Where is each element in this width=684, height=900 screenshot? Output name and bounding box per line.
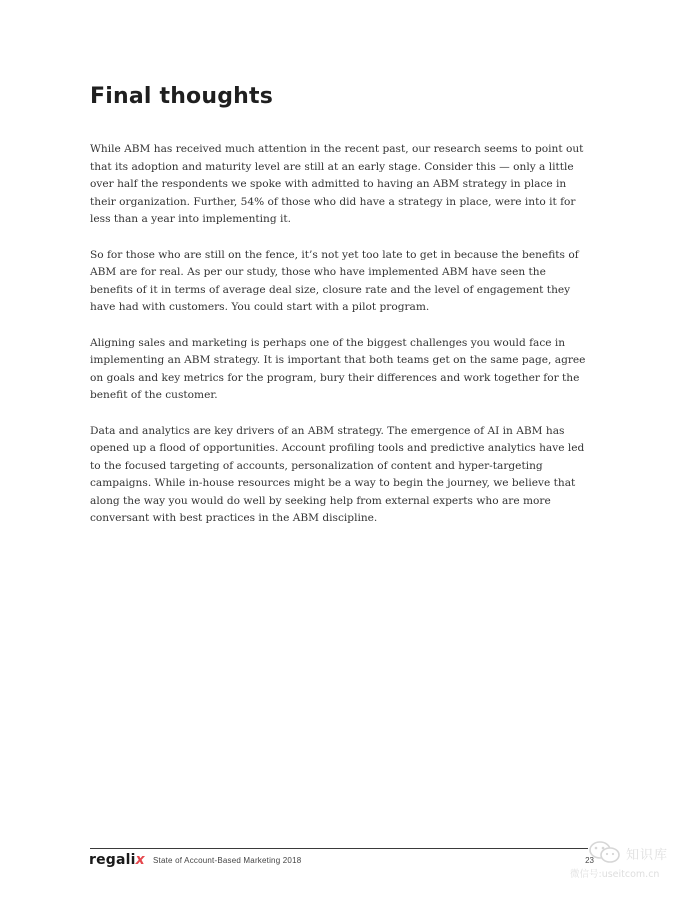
paragraph-2: So for those who are still on the fence, it’s not yet too late to get in because the benefits of ABM are for real. As per our study, those who have implemented ABM have seen the benefits of it in terms of average deal size, closure rate and the level of engagement they have had with customers. You could start with a pilot program. <box>90 248 579 314</box>
watermark-title: 知识库 <box>626 848 669 863</box>
paragraph-1: While ABM has received much attention in the recent past, our research seems to point out that its adoption and maturity level are still at an early stage. Consider this — only a little over half the respondents we spoke with admitted to having an ABM strategy in place in their organization. Further, 54% of those who did have a strategy in place, were into it for less than a year into implementing it. <box>90 143 584 226</box>
page-number: 23 <box>585 856 594 865</box>
paragraph-3: Aligning sales and marketing is perhaps one of the biggest challenges you would face in implementing an ABM strategy. It is important that both teams get on the same page, agree on goals and key metrics for the program, bury their differences and work together for the benefit of the customer. <box>90 336 586 402</box>
logo-text: regali <box>89 852 136 868</box>
page-title: Final thoughts <box>90 84 274 109</box>
watermark-account: 微信号:useitcom.cn <box>570 869 660 880</box>
footer-divider <box>90 848 588 849</box>
report-title: State of Account-Based Marketing 2018 <box>153 856 302 865</box>
watermark <box>568 838 680 884</box>
body-text <box>90 141 588 546</box>
logo-accent-letter: x <box>135 852 145 868</box>
wechat-icon <box>588 840 622 869</box>
regalix-logo <box>89 852 145 868</box>
paragraph-4: Data and analytics are key drivers of an ABM strategy. The emergence of AI in ABM has opened up a flood of opportunities. Account profiling tools and predictive analytics have led to the focused targeting of accounts, personalization of content and hyper-targeting campaigns. While in-house resources might be a way to begin the journey, we believe that along the way you would do well by seeking help from external experts who are more conversant with best practices in the ABM discipline. <box>90 424 585 525</box>
